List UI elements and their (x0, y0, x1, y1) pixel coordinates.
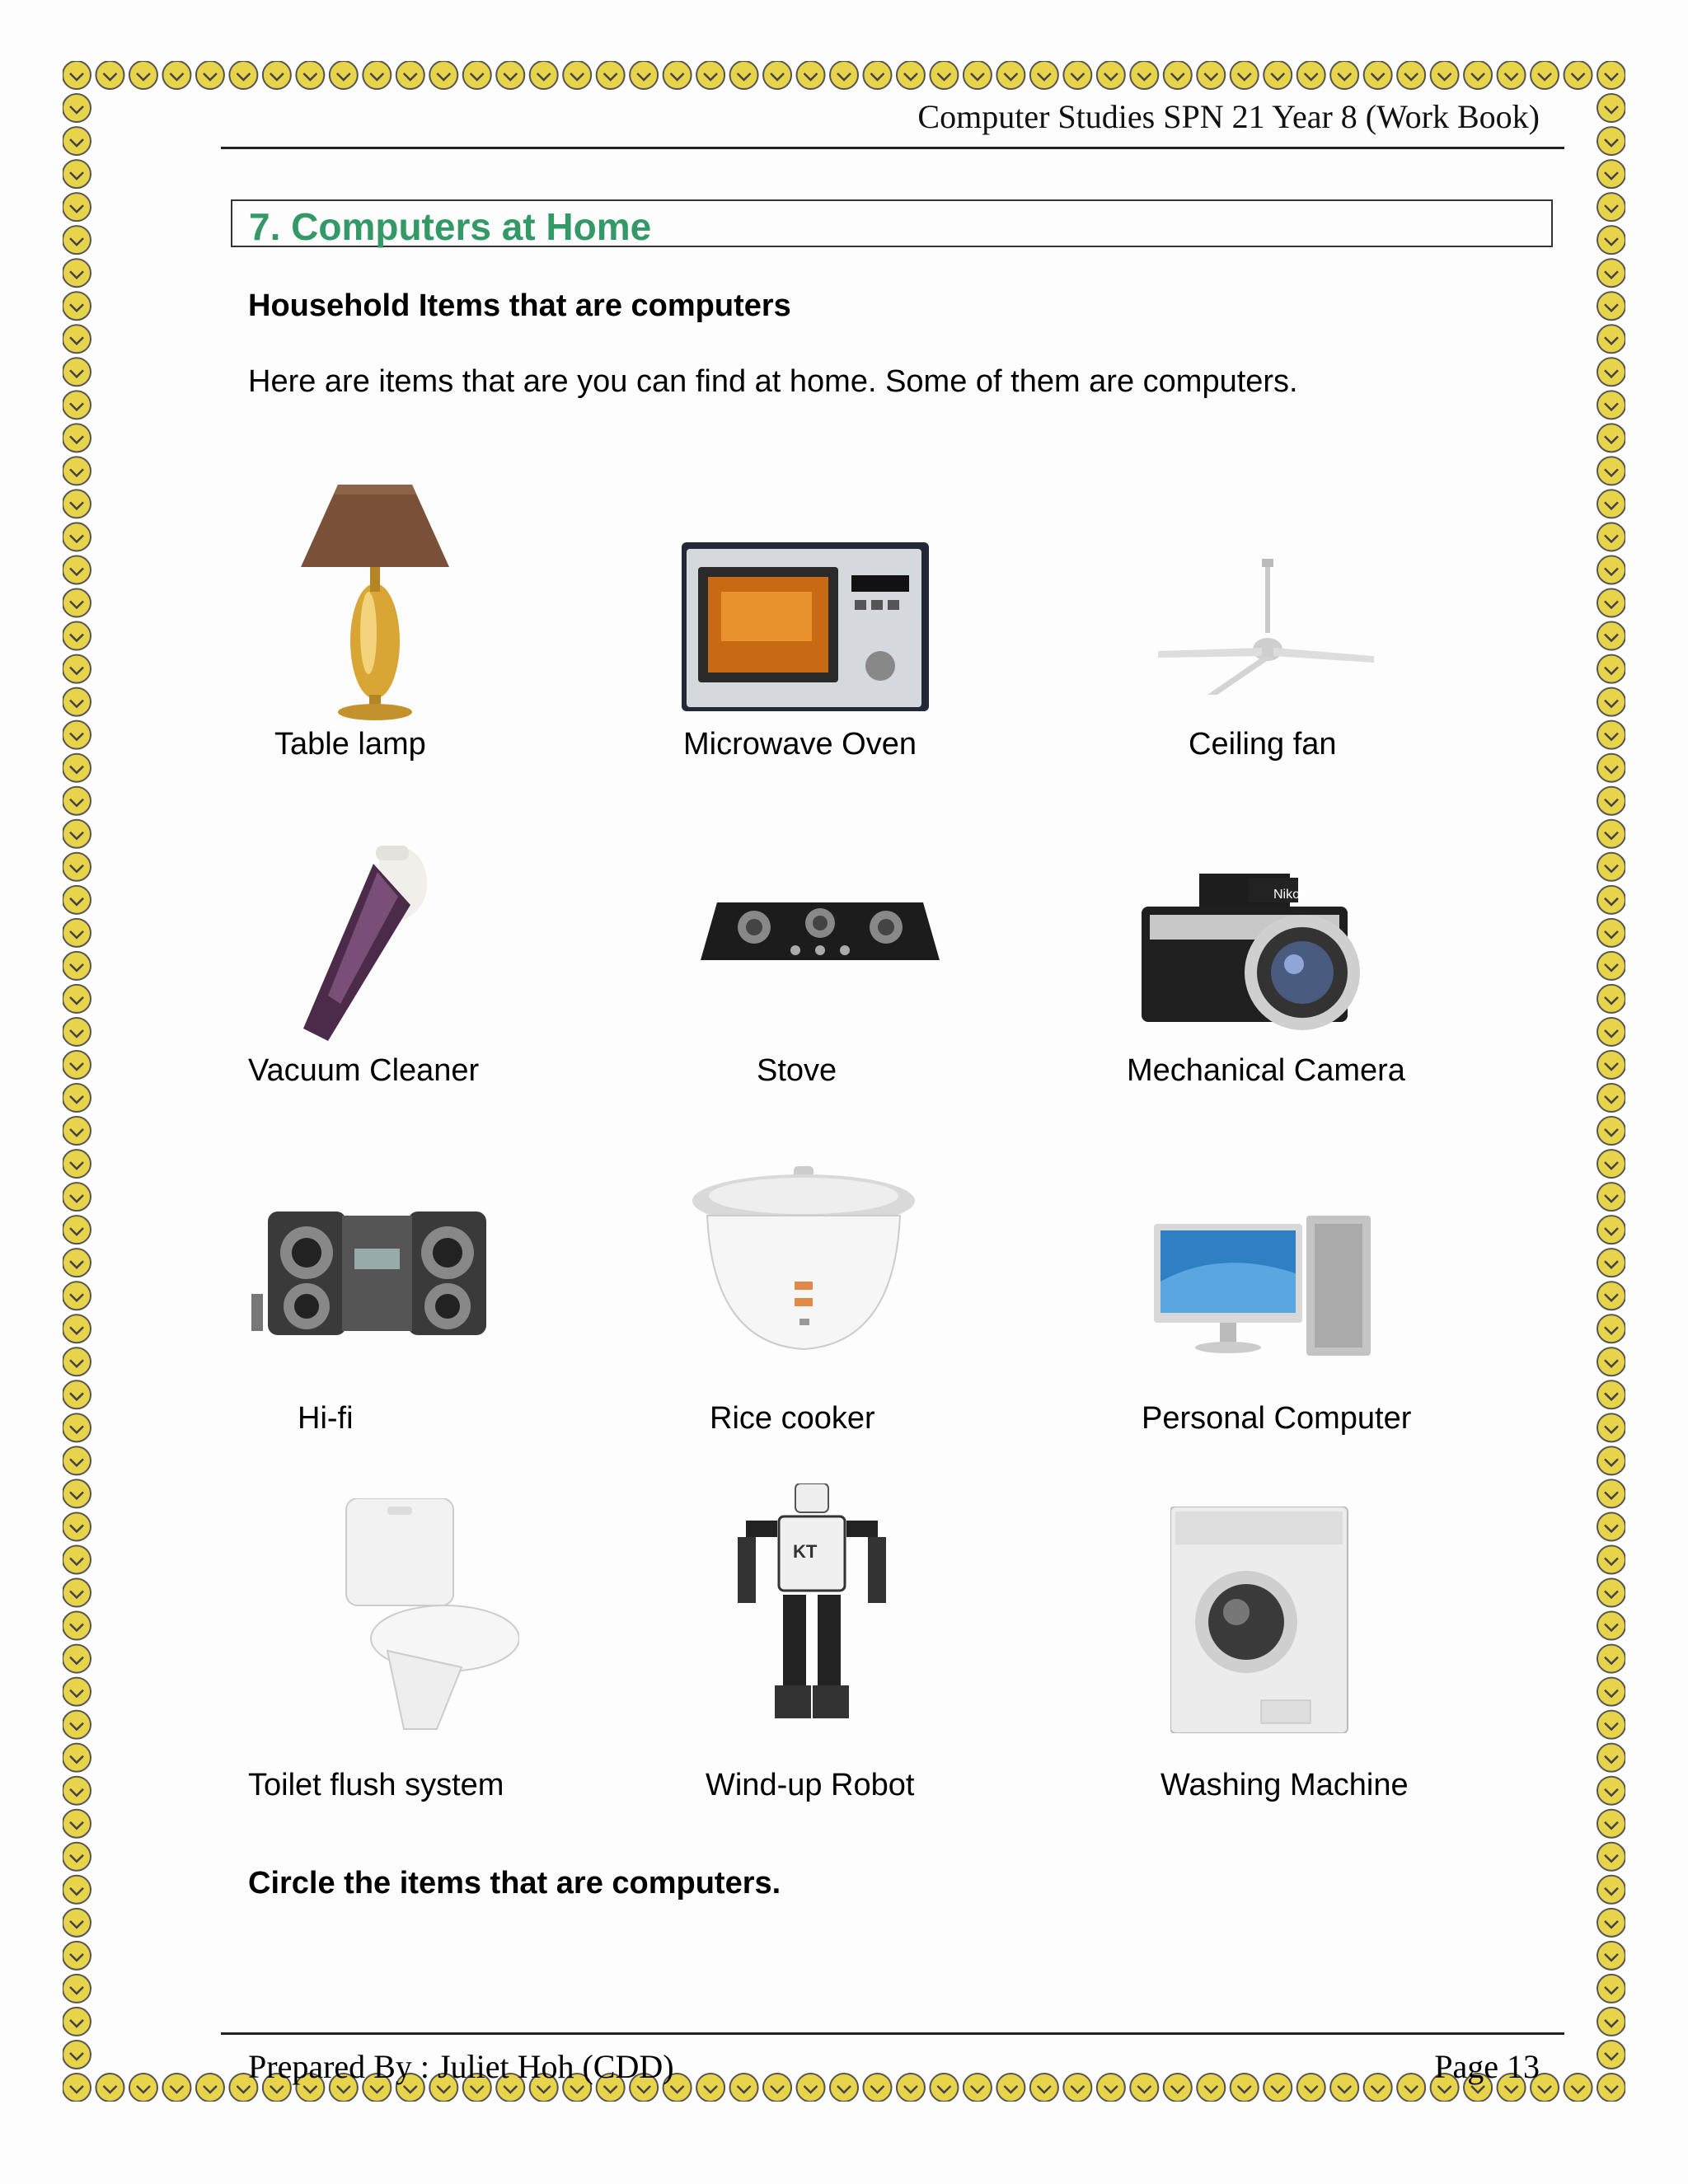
clock-icon (1564, 61, 1592, 89)
ceiling-fan-icon (1158, 559, 1376, 703)
clock-icon (63, 820, 91, 848)
clock-icon (162, 61, 190, 89)
clock-icon (1597, 127, 1625, 155)
clock-icon (1597, 1711, 1625, 1739)
clock-icon (63, 1117, 91, 1145)
clock-icon (696, 2074, 724, 2102)
clock-icon (996, 61, 1025, 89)
clock-icon (63, 1777, 91, 1805)
clock-icon (63, 61, 91, 89)
clock-icon (1330, 61, 1358, 89)
clock-icon (1597, 1612, 1625, 1640)
clock-icon (196, 61, 224, 89)
washing-machine-icon (1170, 1507, 1352, 1737)
rice-cooker-icon (684, 1166, 923, 1368)
instruction-text: Circle the items that are computers. (248, 1866, 781, 1900)
clock-icon (63, 688, 91, 716)
clock-icon (930, 61, 958, 89)
clock-icon (63, 1645, 91, 1673)
clock-icon (296, 61, 324, 89)
clock-icon (63, 2008, 91, 2036)
item-label-mechanical-camera: Mechanical Camera (1127, 1053, 1405, 1088)
svg-text:Nikon: Nikon (1273, 888, 1307, 902)
clock-icon (1130, 61, 1158, 89)
toilet-icon (338, 1498, 519, 1737)
clock-icon (330, 61, 358, 89)
clock-icon (863, 61, 891, 89)
clock-icon (63, 1347, 91, 1376)
clock-icon (1597, 1545, 1625, 1573)
clock-icon (1597, 490, 1625, 518)
clock-icon (964, 2074, 992, 2102)
item-label-table-lamp: Table lamp (274, 727, 426, 762)
item-label-robot: Wind-up Robot (706, 1768, 915, 1802)
clock-icon (1597, 622, 1625, 650)
clock-icon (63, 1183, 91, 1211)
item-label-personal-computer: Personal Computer (1142, 1401, 1412, 1436)
clock-icon (1597, 1216, 1625, 1244)
clock-icon (1597, 259, 1625, 287)
clock-icon (1597, 1380, 1625, 1408)
clock-icon (1030, 2074, 1058, 2102)
clock-icon (63, 1678, 91, 1706)
clock-icon (63, 853, 91, 881)
clock-icon (763, 2074, 791, 2102)
header-rule (221, 147, 1564, 149)
clock-icon (63, 787, 91, 815)
clock-icon (63, 1216, 91, 1244)
clock-icon (1597, 1777, 1625, 1805)
clock-icon (1397, 2074, 1425, 2102)
footer-page-number: Page 13 (1434, 2048, 1540, 2085)
clock-icon (1597, 358, 1625, 386)
clock-icon (1597, 1183, 1625, 1211)
clock-icon (96, 2074, 124, 2102)
clock-icon (1597, 2074, 1625, 2102)
clock-icon (1597, 688, 1625, 716)
clock-icon (1597, 1678, 1625, 1706)
clock-icon (96, 61, 124, 89)
clock-icon (763, 61, 791, 89)
clock-icon (63, 94, 91, 122)
clock-icon (63, 127, 91, 155)
clock-icon (1197, 2074, 1225, 2102)
clock-icon (1297, 2074, 1325, 2102)
clock-icon (63, 391, 91, 419)
clock-icon (496, 61, 524, 89)
clock-icon (63, 490, 91, 518)
clock-icon (863, 2074, 891, 2102)
clock-icon (1030, 61, 1058, 89)
clock-icon (1330, 2074, 1358, 2102)
clock-icon (1597, 457, 1625, 485)
robot-icon (734, 1483, 890, 1735)
clock-icon (1597, 1249, 1625, 1277)
section-title: 7. Computers at Home (249, 205, 652, 248)
clock-icon (63, 1512, 91, 1540)
clock-icon (63, 1876, 91, 1904)
clock-icon (1597, 2008, 1625, 2036)
clock-icon (63, 886, 91, 914)
svg-text:KT: KT (793, 1541, 818, 1562)
clock-icon (897, 2074, 925, 2102)
clock-icon (1597, 1909, 1625, 1937)
item-label-microwave-oven: Microwave Oven (683, 727, 917, 762)
clock-icon (63, 1909, 91, 1937)
clock-icon (563, 61, 591, 89)
clock-icon (1164, 61, 1192, 89)
clock-icon (1097, 61, 1125, 89)
clock-icon (1597, 391, 1625, 419)
clock-icon (63, 424, 91, 452)
clock-icon (63, 1315, 91, 1343)
clock-icon (1264, 61, 1292, 89)
clock-icon (1597, 193, 1625, 221)
personal-computer-icon (1154, 1216, 1372, 1364)
clock-icon (1597, 886, 1625, 914)
clock-icon (429, 61, 457, 89)
clock-icon (1597, 1876, 1625, 1904)
clock-icon (63, 655, 91, 683)
header-title: Computer Studies SPN 21 Year 8 (Work Book) (917, 98, 1540, 135)
clock-icon (1597, 1347, 1625, 1376)
clock-icon (1597, 1446, 1625, 1474)
item-label-stove: Stove (757, 1053, 837, 1088)
clock-icon (363, 61, 391, 89)
item-label-washing-machine: Washing Machine (1160, 1768, 1409, 1802)
clock-icon (63, 1843, 91, 1871)
clock-icon (1597, 589, 1625, 617)
clock-icon (63, 1282, 91, 1310)
clock-icon (63, 1545, 91, 1573)
footer-prepared-by: Prepared By : Juliet Hoh (CDD) (248, 2048, 674, 2085)
clock-icon (797, 2074, 825, 2102)
clock-icon (730, 2074, 758, 2102)
clock-icon (1597, 226, 1625, 254)
clock-icon (229, 61, 257, 89)
clock-icon (630, 61, 658, 89)
item-label-hi-fi: Hi-fi (298, 1401, 354, 1436)
clock-icon (897, 61, 925, 89)
item-label-rice-cooker: Rice cooker (710, 1401, 875, 1436)
clock-icon (1431, 61, 1459, 89)
clock-icon (1097, 2074, 1125, 2102)
clock-icon (1597, 292, 1625, 320)
clock-icon (396, 61, 424, 89)
clock-icon (830, 61, 858, 89)
clock-icon (1364, 61, 1392, 89)
clock-icon (597, 61, 625, 89)
clock-icon (1597, 1117, 1625, 1145)
clock-icon (1597, 1810, 1625, 1838)
clock-icon (1498, 61, 1526, 89)
clock-icon (1597, 1579, 1625, 1607)
clock-icon (463, 61, 491, 89)
clock-icon (63, 1413, 91, 1441)
clock-icon (1597, 985, 1625, 1013)
clock-icon (63, 1150, 91, 1178)
clock-icon (63, 1084, 91, 1112)
clock-icon (63, 1612, 91, 1640)
clock-icon (1197, 61, 1225, 89)
clock-icon (63, 1975, 91, 2003)
section-title-box (231, 199, 1553, 247)
clock-icon (1597, 919, 1625, 947)
clock-icon (63, 555, 91, 583)
clock-icon (1597, 555, 1625, 583)
clock-icon (1597, 1975, 1625, 2003)
clock-icon (1597, 1512, 1625, 1540)
clock-icon (1597, 1479, 1625, 1507)
clock-icon (1597, 754, 1625, 782)
clock-icon (63, 457, 91, 485)
microwave-oven-icon (680, 534, 931, 719)
clock-icon (1597, 94, 1625, 122)
clock-icon (1597, 1051, 1625, 1079)
clock-icon (63, 1810, 91, 1838)
clock-icon (1597, 1018, 1625, 1046)
clock-icon (1597, 655, 1625, 683)
clock-icon (63, 1380, 91, 1408)
clock-icon (1231, 61, 1259, 89)
item-label-toilet: Toilet flush system (248, 1768, 504, 1802)
vacuum-cleaner-icon (295, 839, 435, 1045)
clock-icon (996, 2074, 1025, 2102)
clock-icon (1597, 1744, 1625, 1772)
clock-icon (1597, 853, 1625, 881)
clock-icon (63, 721, 91, 749)
stove-icon (701, 894, 940, 972)
clock-icon (63, 259, 91, 287)
clock-icon (63, 1051, 91, 1079)
clock-icon (63, 1744, 91, 1772)
clock-icon (930, 2074, 958, 2102)
mechanical-camera-icon (1142, 874, 1368, 1043)
clock-icon (63, 622, 91, 650)
clock-icon (1164, 2074, 1192, 2102)
intro-text: Here are items that are you can find at home. Some of them are computers. (248, 364, 1298, 399)
clock-icon (63, 1942, 91, 1970)
clock-icon (162, 2074, 190, 2102)
clock-icon (1597, 1645, 1625, 1673)
clock-icon (196, 2074, 224, 2102)
clock-icon (797, 61, 825, 89)
clock-icon (63, 919, 91, 947)
clock-icon (663, 61, 692, 89)
clock-icon (1364, 2074, 1392, 2102)
clock-icon (1597, 1282, 1625, 1310)
clock-icon (1597, 160, 1625, 188)
clock-icon (63, 985, 91, 1013)
item-label-vacuum-cleaner: Vacuum Cleaner (248, 1053, 480, 1088)
clock-icon (1297, 61, 1325, 89)
clock-icon (63, 226, 91, 254)
clock-icon (63, 292, 91, 320)
clock-icon (63, 589, 91, 617)
clock-icon (63, 1249, 91, 1277)
clock-icon (1264, 2074, 1292, 2102)
clock-icon (1597, 1150, 1625, 1178)
clock-icon (1597, 787, 1625, 815)
clock-icon (1397, 61, 1425, 89)
clock-icon (830, 2074, 858, 2102)
clock-icon (696, 61, 724, 89)
clock-icon (129, 61, 157, 89)
clock-icon (63, 1446, 91, 1474)
clock-icon (63, 1479, 91, 1507)
clock-icon (530, 61, 558, 89)
clock-icon (1597, 952, 1625, 980)
clock-icon (63, 2041, 91, 2069)
clock-icon (1063, 2074, 1091, 2102)
clock-icon (1597, 820, 1625, 848)
clock-icon (63, 358, 91, 386)
clock-icon (1464, 61, 1492, 89)
clock-icon (63, 1579, 91, 1607)
clock-icon (1597, 523, 1625, 551)
hi-fi-icon (251, 1199, 503, 1343)
clock-icon (1597, 325, 1625, 353)
clock-icon (129, 2074, 157, 2102)
clock-icon (1231, 2074, 1259, 2102)
clock-icon (1597, 61, 1625, 89)
clock-icon (1597, 424, 1625, 452)
item-label-ceiling-fan: Ceiling fan (1189, 727, 1337, 762)
clock-icon (63, 1018, 91, 1046)
clock-icon (1597, 1942, 1625, 1970)
footer-rule (221, 2032, 1564, 2035)
clock-icon (63, 160, 91, 188)
clock-icon (964, 61, 992, 89)
clock-icon (63, 193, 91, 221)
clock-icon (1564, 2074, 1592, 2102)
clock-icon (63, 1711, 91, 1739)
clock-icon (1597, 721, 1625, 749)
clock-icon (63, 754, 91, 782)
clock-icon (1130, 2074, 1158, 2102)
table-lamp-icon (293, 485, 457, 728)
clock-icon (63, 523, 91, 551)
clock-icon (1597, 1315, 1625, 1343)
clock-icon (63, 325, 91, 353)
clock-icon (63, 952, 91, 980)
clock-icon (730, 61, 758, 89)
clock-icon (1597, 2041, 1625, 2069)
clock-icon (1597, 1413, 1625, 1441)
clock-icon (263, 61, 291, 89)
clock-icon (1531, 61, 1559, 89)
clock-icon (1063, 61, 1091, 89)
subheading: Household Items that are computers (248, 288, 791, 323)
clock-icon (63, 2074, 91, 2102)
clock-icon (1597, 1843, 1625, 1871)
clock-icon (1597, 1084, 1625, 1112)
